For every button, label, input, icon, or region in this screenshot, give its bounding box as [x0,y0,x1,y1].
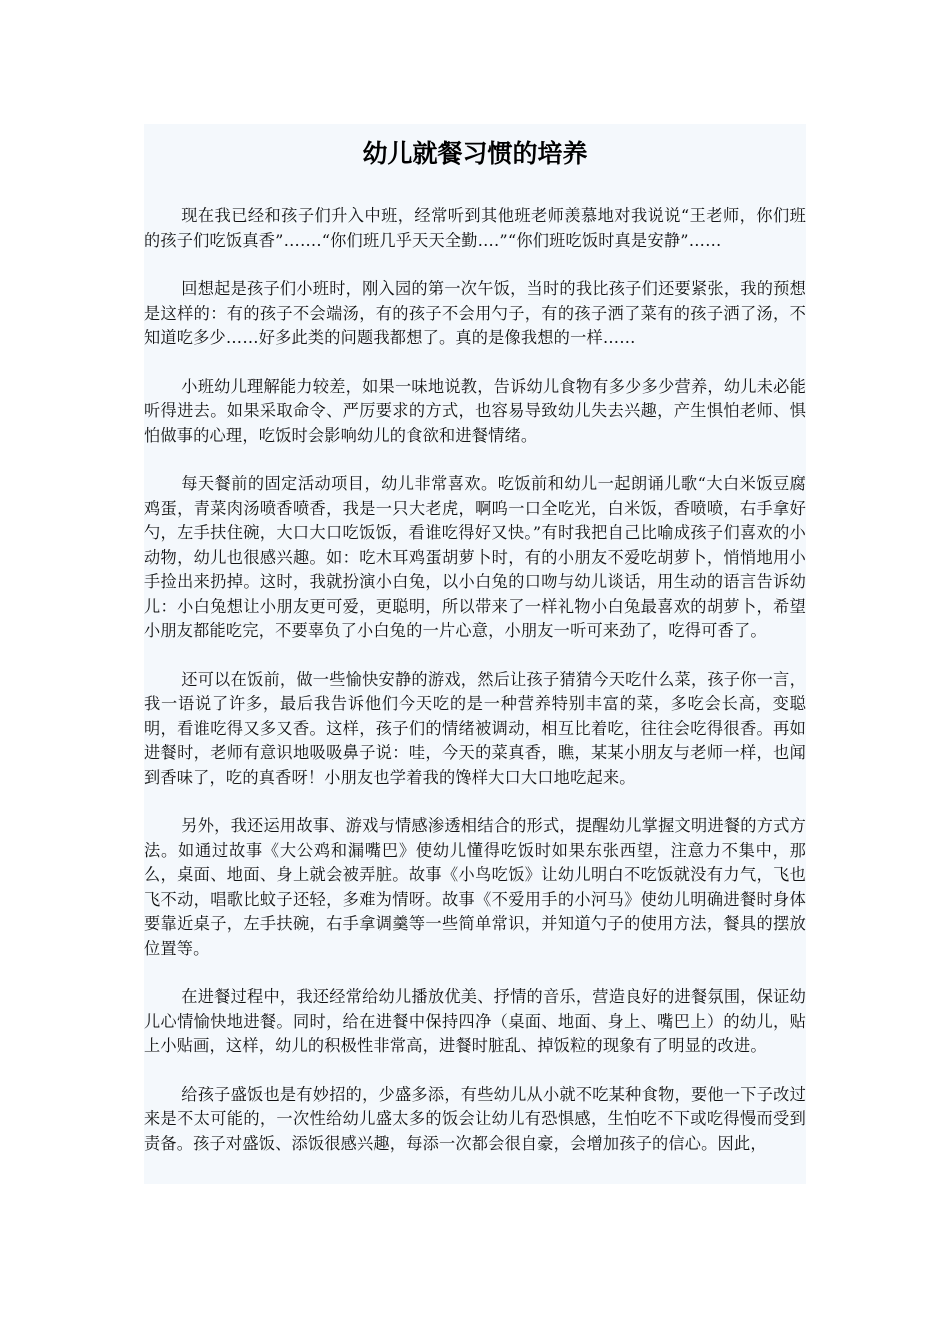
document-body [144,204,806,1156]
paragraph: 现在我已经和孩子们升入中班，经常听到其他班老师羡慕地对我说说“王老师，你们班的孩子们吃饭真香”…….“你们班几乎天天全勤….”“你们班吃饭时真是安静”…… [144,206,806,250]
paragraph: 还可以在饭前，做一些愉快安静的游戏，然后让孩子猜猜今天吃什么菜，孩子你一言，我一语说了许多，最后我告诉他们今天吃的是一种营养特别丰富的菜，多吃会长高，变聪明，看谁吃得又多又香。这样，孩子们的情绪被调动，相互比着吃，往往会吃得很香。再如进餐时，老师有意识地吸吸鼻子说：哇，今天的菜真香，瞧，某某小朋友与老师一样，也闻到香味了，吃的真香呀！小朋友也学着我的馋样大口大口地吃起来。 [144,669,806,787]
paragraph: 给孩子盛饭也是有妙招的，少盛多添，有些幼儿从小就不吃某种食物，要他一下子改过来是不太可能的，一次性给幼儿盛太多的饭会让幼儿有恐惧感，生怕吃不下或吃得慢而受到责备。孩子对盛饭、添饭很感兴趣，每添一次都会很自豪，会增加孩子的信心。因此， [144,1084,806,1153]
document-title: 幼儿就餐习惯的培养 [362,139,588,168]
paragraph: 另外，我还运用故事、游戏与情感渗透相结合的形式，提醒幼儿掌握文明进餐的方式方法。如通过故事《大公鸡和漏嘴巴》使幼儿懂得吃饭时如果东张西望，注意力不集中，那么，桌面、地面、身上就会被弄脏。故事《小鸟吃饭》让幼儿明白不吃饭就没有力气，飞也飞不动，唱歌比蚊子还轻，多难为情呀。故事《不爱用手的小河马》使幼儿明确进餐时身体要靠近桌子，左手扶碗，右手拿调羹等一些简单常识，并知道勺子的使用方法，餐具的摆放位置等。 [144,816,806,958]
paragraph: 小班幼儿理解能力较差，如果一味地说教，告诉幼儿食物有多少多少营养，幼儿未必能听得进去。如果采取命令、严厉要求的方式，也容易导致幼儿失去兴趣，产生惧怕老师、惧怕做事的心理，吃饭时会影响幼儿的食欲和进餐情绪。 [144,376,806,445]
paragraph: 每天餐前的固定活动项目，幼儿非常喜欢。吃饭前和幼儿一起朗诵儿歌“大白米饭豆腐鸡蛋，青菜肉汤喷香喷香，我是一只大老虎，啊呜一口全吃光，白米饭，香喷喷，右手拿好勺，左手扶住碗，大口大口吃饭饭，看谁吃得好又快。”有时我把自己比喻成孩子们喜欢的小动物，幼儿也很感兴趣。如：吃木耳鸡蛋胡萝卜时，有的小朋友不爱吃胡萝卜，悄悄地用小手捡出来扔掉。这时，我就扮演小白兔，以小白兔的口吻与幼儿谈话，用生动的语言告诉幼儿：小白兔想让小朋友更可爱，更聪明，所以带来了一样礼物小白兔最喜欢的胡萝卜，希望小朋友都能吃完，不要辜负了小白兔的一片心意，小朋友一听可来劲了，吃得可香了。 [144,474,806,640]
document-page [144,124,806,1184]
paragraph: 回想起是孩子们小班时，刚入园的第一次午饭，当时的我比孩子们还要紧张，我的预想是这样的：有的孩子不会端汤，有的孩子不会用勺子，有的孩子洒了菜有的孩子洒了汤，不知道吃多少……好多此类的问题我都想了。真的是像我想的一样…… [144,279,806,347]
paragraph: 在进餐过程中，我还经常给幼儿播放优美、抒情的音乐，营造良好的进餐氛围，保证幼儿心情愉快地进餐。同时，给在进餐中保持四净（桌面、地面、身上、嘴巴上）的幼儿，贴上小贴画，这样，幼儿的积极性非常高，进餐时脏乱、掉饭粒的现象有了明显的改进。 [144,987,806,1055]
